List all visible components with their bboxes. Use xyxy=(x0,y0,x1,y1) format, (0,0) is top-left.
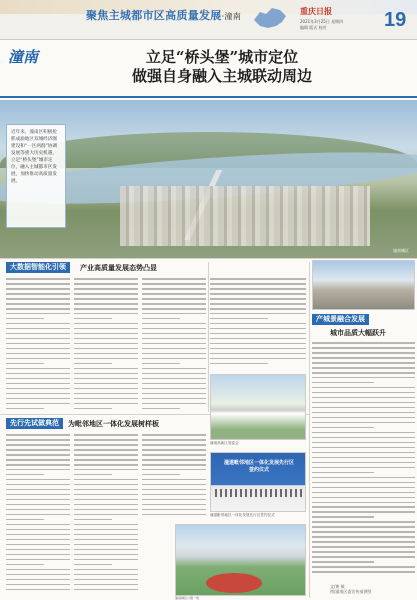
chongqing-map-icon xyxy=(250,4,290,32)
text-line xyxy=(210,308,306,310)
text-line xyxy=(210,313,306,315)
text-line xyxy=(6,459,70,461)
text-line xyxy=(74,278,138,280)
text-line xyxy=(210,293,306,295)
text-line xyxy=(74,358,138,360)
text-line xyxy=(6,559,70,561)
text-line xyxy=(142,514,206,516)
text-line xyxy=(142,353,206,355)
text-line xyxy=(6,278,70,280)
text-line xyxy=(142,328,206,330)
text-line xyxy=(6,479,70,481)
text-line xyxy=(74,373,138,375)
text-line xyxy=(74,368,138,370)
section-3-subtitle: 城市品质大幅跃升 xyxy=(330,328,386,337)
text-line xyxy=(6,293,70,295)
byline xyxy=(330,584,371,594)
section-2-tag: 先行先试做典范 xyxy=(6,418,63,429)
text-line xyxy=(142,363,180,365)
text-line xyxy=(74,408,112,410)
text-line xyxy=(142,318,180,320)
text-line xyxy=(312,362,415,364)
text-line xyxy=(74,333,138,335)
text-line xyxy=(6,499,70,501)
text-line xyxy=(6,333,70,335)
ceremony-banner-line-1: 潼遂毗邻地区一体化发展先行区 xyxy=(223,460,294,466)
page-number: 19 xyxy=(384,9,407,31)
text-line xyxy=(142,489,206,491)
text-line xyxy=(6,544,70,546)
masthead xyxy=(0,0,417,40)
text-line xyxy=(74,338,138,340)
text-line xyxy=(312,342,415,344)
text-line xyxy=(6,509,70,511)
text-line xyxy=(74,489,138,491)
text-line xyxy=(312,516,374,518)
divider-v1 xyxy=(208,262,209,412)
text-line xyxy=(6,338,70,340)
text-line xyxy=(74,519,112,521)
text-line xyxy=(312,427,374,429)
text-line xyxy=(74,549,138,551)
section-2-subtitle: 为毗邻地区一体化发展树样板 xyxy=(68,419,159,428)
text-line xyxy=(142,393,206,395)
text-line xyxy=(142,484,206,486)
text-line xyxy=(6,494,70,496)
body-column-1c xyxy=(142,278,206,414)
text-line xyxy=(312,467,415,469)
text-line xyxy=(74,584,138,586)
text-line xyxy=(74,323,138,325)
text-line xyxy=(6,348,70,350)
text-line xyxy=(6,398,70,400)
text-line xyxy=(312,382,374,384)
divider-v2 xyxy=(309,262,310,598)
text-line xyxy=(74,499,138,501)
text-line xyxy=(6,589,70,591)
text-line xyxy=(6,454,70,456)
text-line xyxy=(6,408,44,410)
text-line xyxy=(210,298,306,300)
text-line xyxy=(74,398,138,400)
text-line xyxy=(142,358,206,360)
text-line xyxy=(74,353,138,355)
text-line xyxy=(312,482,415,484)
text-line xyxy=(6,288,70,290)
text-line xyxy=(312,437,415,439)
text-line xyxy=(6,529,70,531)
text-line xyxy=(142,293,206,295)
admin-building-photo xyxy=(210,374,306,440)
text-line xyxy=(6,489,70,491)
text-line xyxy=(312,511,415,513)
text-line xyxy=(6,554,70,556)
paper-logo: 重庆日报 xyxy=(300,6,332,16)
text-line xyxy=(74,403,138,405)
text-line xyxy=(74,439,138,441)
text-line xyxy=(6,383,70,385)
text-line xyxy=(312,502,415,504)
text-line xyxy=(142,454,206,456)
text-line xyxy=(6,388,70,390)
text-line xyxy=(142,439,206,441)
text-line xyxy=(312,566,415,568)
text-line xyxy=(142,338,206,340)
text-line xyxy=(6,584,70,586)
text-line xyxy=(6,569,70,571)
text-line xyxy=(142,378,206,380)
text-line xyxy=(210,343,306,345)
park-running-track xyxy=(206,573,262,593)
series-tag: ·潼南 xyxy=(221,12,242,21)
text-line xyxy=(312,372,415,374)
text-line xyxy=(142,474,180,476)
body-column-2c xyxy=(142,434,206,520)
city-park-photo xyxy=(175,524,306,596)
text-line xyxy=(142,383,206,385)
text-line xyxy=(210,318,268,320)
text-line xyxy=(74,383,138,385)
text-line xyxy=(210,303,306,305)
text-line xyxy=(74,574,138,576)
text-line xyxy=(210,363,268,365)
text-line xyxy=(312,556,415,558)
section-1-tag: 大数据智能化引领 xyxy=(6,262,70,273)
text-line xyxy=(142,303,206,305)
riverside-photo xyxy=(312,260,415,310)
text-line xyxy=(74,544,138,546)
text-line xyxy=(142,464,206,466)
body-column-1a xyxy=(6,278,70,414)
headline xyxy=(92,48,352,86)
text-line xyxy=(6,519,44,521)
text-line xyxy=(6,353,70,355)
text-line xyxy=(312,397,415,399)
divider-h1 xyxy=(0,258,417,259)
text-line xyxy=(6,574,70,576)
text-line xyxy=(74,303,138,305)
text-line xyxy=(312,387,415,389)
text-line xyxy=(74,509,138,511)
text-line xyxy=(142,333,206,335)
text-line xyxy=(210,353,306,355)
text-line xyxy=(312,472,374,474)
body-column-2a xyxy=(6,434,70,596)
text-line xyxy=(210,358,306,360)
text-line xyxy=(6,439,70,441)
text-line xyxy=(210,348,306,350)
text-line xyxy=(74,328,138,330)
text-line xyxy=(6,303,70,305)
text-line xyxy=(74,343,138,345)
text-line xyxy=(312,402,415,404)
text-line xyxy=(6,534,70,536)
hero-city xyxy=(120,186,370,246)
text-line xyxy=(74,479,138,481)
section-3-header xyxy=(312,314,415,326)
text-line xyxy=(6,368,70,370)
text-line xyxy=(142,479,206,481)
text-line xyxy=(6,469,70,471)
text-line xyxy=(312,477,415,479)
region-label: 潼南 xyxy=(8,48,39,66)
text-line xyxy=(142,373,206,375)
text-line xyxy=(312,487,415,489)
text-line xyxy=(142,403,206,405)
text-line xyxy=(210,333,306,335)
text-line xyxy=(74,539,138,541)
text-line xyxy=(142,348,206,350)
text-line xyxy=(6,539,70,541)
text-line xyxy=(74,484,138,486)
signing-ceremony-caption: 潼遂毗邻地区一体化发展先行区签约仪式 xyxy=(210,513,275,517)
series-title xyxy=(86,7,241,23)
paper-info xyxy=(300,19,343,31)
text-line xyxy=(74,564,112,566)
text-line xyxy=(210,328,306,330)
text-line xyxy=(142,459,206,461)
text-line xyxy=(74,469,138,471)
text-line xyxy=(6,524,70,526)
text-line xyxy=(74,534,138,536)
text-line xyxy=(312,551,415,553)
text-line xyxy=(142,298,206,300)
text-line xyxy=(6,343,70,345)
text-line xyxy=(74,293,138,295)
text-line xyxy=(6,308,70,310)
headline-line-1: 立足“桥头堡”城市定位 xyxy=(145,48,299,66)
text-line xyxy=(74,449,138,451)
text-line xyxy=(6,449,70,451)
text-line xyxy=(74,388,138,390)
text-line xyxy=(142,408,180,410)
text-line xyxy=(142,434,206,436)
text-line xyxy=(74,554,138,556)
text-line xyxy=(6,323,70,325)
ceremony-attendees xyxy=(215,489,303,497)
text-line xyxy=(142,368,206,370)
text-line xyxy=(312,422,415,424)
text-line xyxy=(142,308,206,310)
text-line xyxy=(142,509,206,511)
text-line xyxy=(74,348,138,350)
text-line xyxy=(142,323,206,325)
text-line xyxy=(142,278,206,280)
body-column-2b xyxy=(74,434,138,596)
headline-rule xyxy=(0,96,417,98)
text-line xyxy=(142,449,206,451)
text-line xyxy=(6,358,70,360)
text-line xyxy=(6,484,70,486)
text-line xyxy=(6,564,44,566)
series-title-text: 聚焦主城都市区高质量发展 xyxy=(86,9,222,22)
text-line xyxy=(74,504,138,506)
admin-building-caption: 潼南高新区管委会 xyxy=(210,441,239,445)
text-line xyxy=(74,363,112,365)
text-line xyxy=(6,504,70,506)
text-line xyxy=(312,521,415,523)
text-line xyxy=(74,589,138,591)
text-line xyxy=(6,283,70,285)
text-line xyxy=(6,464,70,466)
hero-caption: 潼南城区 xyxy=(393,248,409,253)
text-line xyxy=(210,278,306,280)
text-line xyxy=(312,492,415,494)
text-line xyxy=(312,497,415,499)
text-line xyxy=(74,318,112,320)
text-line xyxy=(74,393,138,395)
text-line xyxy=(312,347,415,349)
text-line xyxy=(6,474,44,476)
text-line xyxy=(142,313,206,315)
ceremony-banner xyxy=(219,460,299,474)
city-park-caption: 潼南城区公园一角 xyxy=(175,596,200,600)
text-line xyxy=(74,313,138,315)
text-line xyxy=(312,541,415,543)
text-line xyxy=(6,378,70,380)
text-line xyxy=(74,444,138,446)
text-line xyxy=(6,318,44,320)
text-line xyxy=(210,338,306,340)
text-line xyxy=(312,352,415,354)
headline-line-2: 做强自身融入主城联动周边 xyxy=(131,67,312,85)
body-column-1b xyxy=(74,278,138,414)
text-line xyxy=(142,343,206,345)
text-line xyxy=(142,469,206,471)
text-line xyxy=(210,283,306,285)
text-line xyxy=(312,442,415,444)
text-line xyxy=(312,561,374,563)
text-line xyxy=(74,474,112,476)
text-line xyxy=(74,454,138,456)
text-line xyxy=(312,392,415,394)
text-line xyxy=(6,444,70,446)
text-line xyxy=(312,377,415,379)
text-line xyxy=(74,459,138,461)
text-line xyxy=(210,288,306,290)
text-line xyxy=(6,579,70,581)
text-line xyxy=(74,283,138,285)
text-line xyxy=(6,549,70,551)
intro-box: 近年来，潼南区积极抢抓成渝地区双城经济圈建设和“一区两群”协调发展等重大历史机遇，立足“桥头堡”城市定位，融入主城都市区发展，加快推动高质量发展。 xyxy=(6,124,66,228)
text-line xyxy=(312,452,415,454)
byline-author: 文/黄 敏 xyxy=(330,584,345,589)
text-line xyxy=(6,373,70,375)
text-line xyxy=(6,514,70,516)
text-line xyxy=(142,499,206,501)
text-line xyxy=(74,514,138,516)
text-line xyxy=(312,457,415,459)
section-1-subtitle: 产业高质量发展态势凸显 xyxy=(80,263,157,272)
text-line xyxy=(312,546,415,548)
text-line xyxy=(312,447,415,449)
text-line xyxy=(312,407,415,409)
text-line xyxy=(74,569,138,571)
text-line xyxy=(142,444,206,446)
text-line xyxy=(142,398,206,400)
text-line xyxy=(6,298,70,300)
byline-photo-credit: 图/潼南区委宣传部供图 xyxy=(330,589,372,594)
signing-ceremony-photo xyxy=(210,452,306,512)
section-3-tag: 产城景融合发展 xyxy=(312,314,369,325)
text-line xyxy=(6,313,70,315)
text-line xyxy=(142,504,206,506)
text-line xyxy=(312,367,415,369)
text-line xyxy=(74,298,138,300)
text-line xyxy=(312,412,415,414)
paper-date: 2021年3月25日 星期四 xyxy=(300,19,344,24)
text-line xyxy=(74,559,138,561)
text-line xyxy=(6,434,70,436)
text-line xyxy=(74,288,138,290)
text-line xyxy=(6,403,70,405)
text-line xyxy=(6,393,70,395)
text-line xyxy=(6,328,70,330)
section-1-header xyxy=(6,262,206,274)
text-line xyxy=(74,494,138,496)
text-line xyxy=(312,531,415,533)
text-line xyxy=(142,388,206,390)
text-line xyxy=(312,462,415,464)
text-line xyxy=(142,283,206,285)
ceremony-banner-line-2: 签约仪式 xyxy=(248,467,269,473)
text-line xyxy=(312,357,415,359)
text-line xyxy=(74,579,138,581)
text-line xyxy=(312,417,415,419)
text-line xyxy=(312,571,415,573)
text-line xyxy=(74,308,138,310)
section-2-header xyxy=(6,418,206,430)
text-line xyxy=(142,494,206,496)
text-line xyxy=(312,506,415,508)
text-line xyxy=(74,434,138,436)
body-column-3 xyxy=(312,342,415,578)
text-line xyxy=(142,288,206,290)
text-line xyxy=(312,536,415,538)
text-line xyxy=(74,464,138,466)
paper-editors: 编辑 版式 校对 xyxy=(300,25,327,30)
text-line xyxy=(74,378,138,380)
text-line xyxy=(6,363,44,365)
text-line xyxy=(74,529,138,531)
text-line xyxy=(210,323,306,325)
body-column-1d xyxy=(210,278,306,370)
text-line xyxy=(312,432,415,434)
text-line xyxy=(74,524,138,526)
text-line xyxy=(312,526,415,528)
